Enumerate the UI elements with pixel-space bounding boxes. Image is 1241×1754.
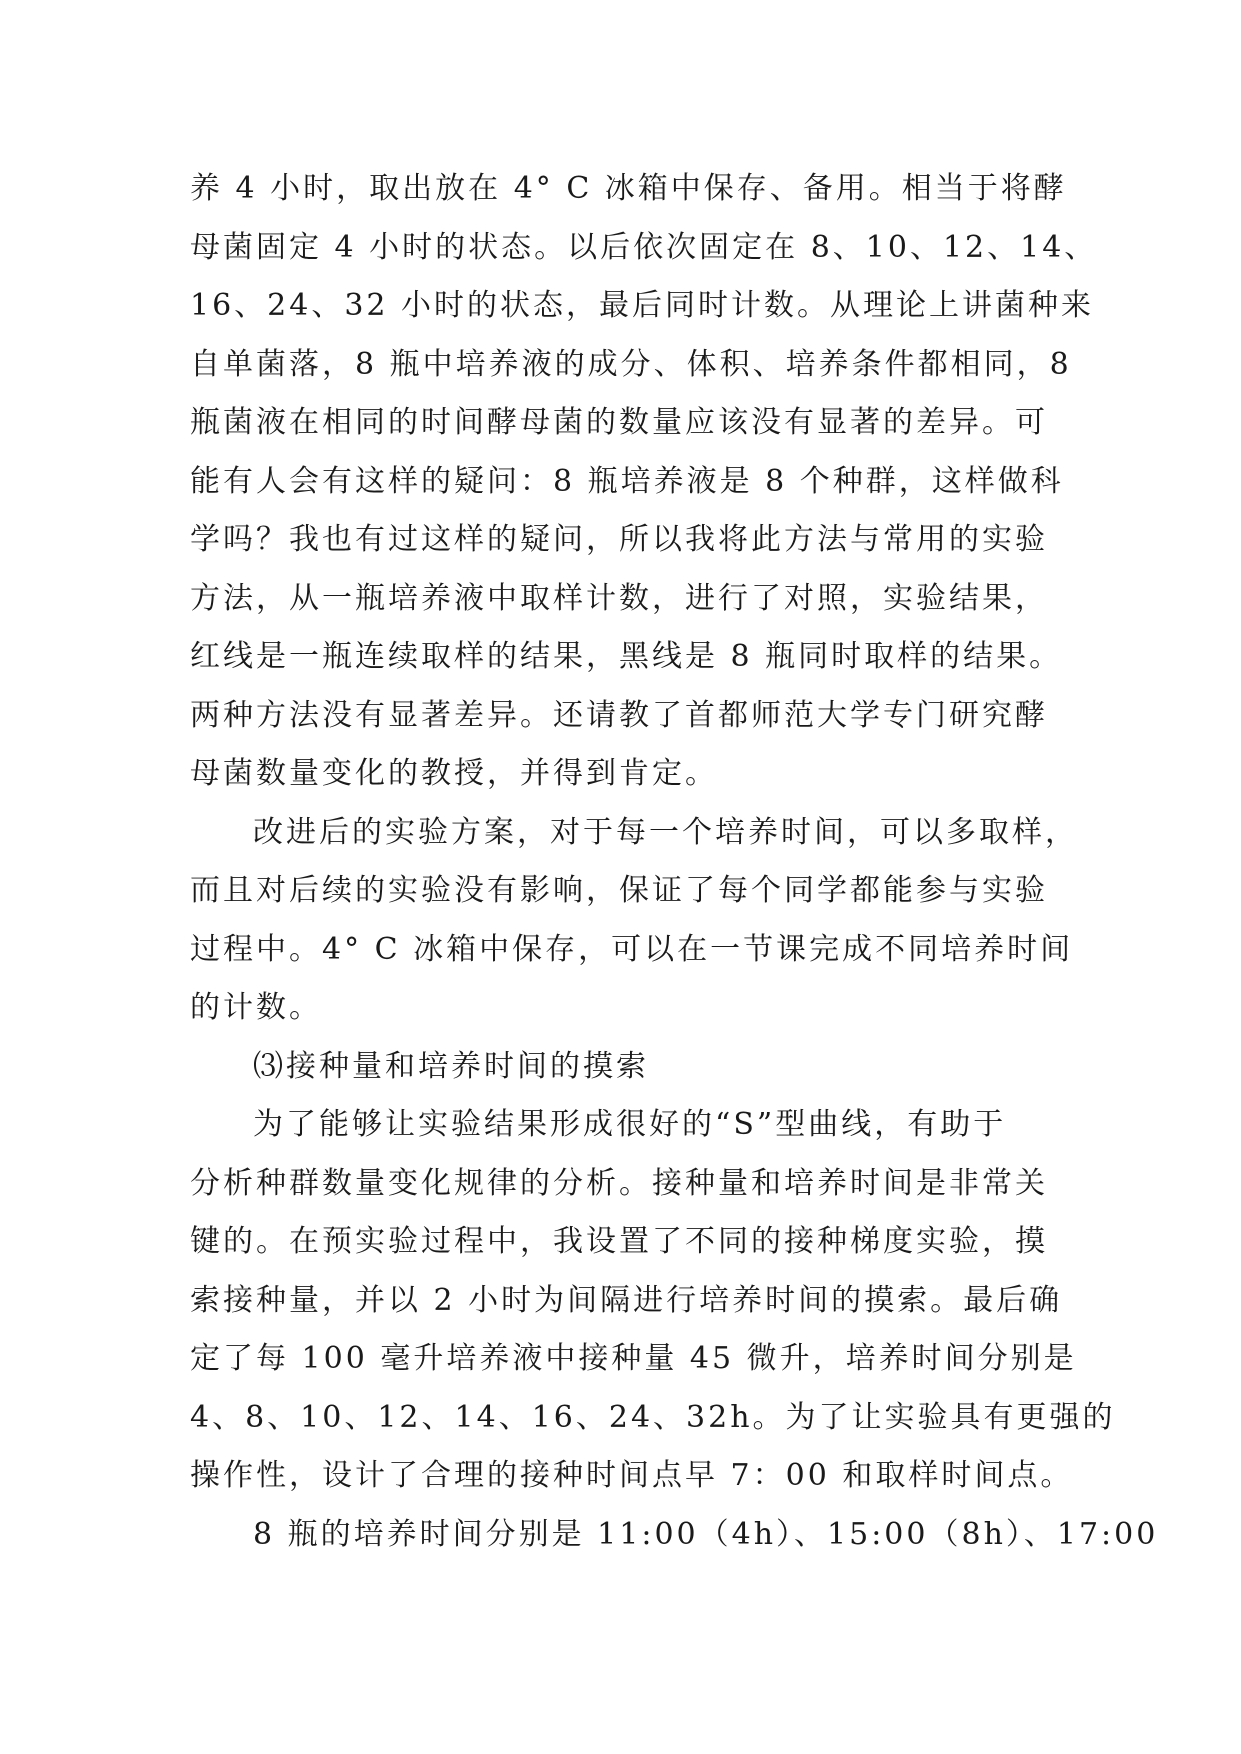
text-line: 母菌数量变化的教授，并得到肯定。 [190,756,718,791]
text-line: 过程中。4° C 冰箱中保存，可以在一节课完成不同培养时间 [190,931,1074,967]
text-line: ⑶接种量和培养时间的摸索 [253,1048,649,1084]
text-line: 8 瓶的培养时间分别是 11:00（4h）、15:00（8h）、17:00 [253,1516,1159,1552]
text-line: 瓶菌液在相同的时间酵母菌的数量应该没有显著的差异。可 [190,405,1048,440]
text-line: 母菌固定 4 小时的状态。以后依次固定在 8、10、12、14、 [190,229,1098,265]
text-line: 操作性，设计了合理的接种时间点早 7：00 和取样时间点。 [190,1458,1074,1493]
text-line: 16、24、32 小时的状态，最后同时计数。从理论上讲菌种来 [190,288,1095,323]
text-line: 方法，从一瓶培养液中取样计数，进行了对照，实验结果， [190,580,1048,616]
text-line: 定了每 100 毫升培养液中接种量 45 微升，培养时间分别是 [190,1341,1077,1376]
text-line: 的计数。 [190,990,322,1025]
text-line: 养 4 小时，取出放在 4° C 冰箱中保存、备用。相当于将酵 [190,171,1067,206]
text-line: 红线是一瓶连续取样的结果，黑线是 8 瓶同时取样的结果。 [190,639,1063,674]
body-text [190,160,1159,1564]
text-line: 4、8、10、12、14、16、24、32h。为了让实验具有更强的 [190,1399,1116,1435]
text-line: 改进后的实验方案，对于每一个培养时间，可以多取样， [253,814,1078,850]
text-line: 分析种群数量变化规律的分析。接种量和培养时间是非常关 [190,1165,1048,1201]
text-line: 键的。在预实验过程中，我设置了不同的接种梯度实验，摸 [190,1224,1048,1259]
text-line: 而且对后续的实验没有影响，保证了每个同学都能参与实验 [190,873,1048,908]
text-line: 学吗？我也有过这样的疑问，所以我将此方法与常用的实验 [190,522,1048,557]
text-line: 索接种量，并以 2 小时为间隔进行培养时间的摸索。最后确 [190,1282,1063,1318]
text-line: 为了能够让实验结果形成很好的“S”型曲线，有助于 [253,1107,1007,1142]
text-line: 自单菌落，8 瓶中培养液的成分、体积、培养条件都相同，8 [190,346,1072,382]
text-line: 两种方法没有显著差异。还请教了首都师范大学专门研究酵 [190,697,1048,733]
text-line: 能有人会有这样的疑问：8 瓶培养液是 8 个种群，这样做科 [190,463,1064,499]
